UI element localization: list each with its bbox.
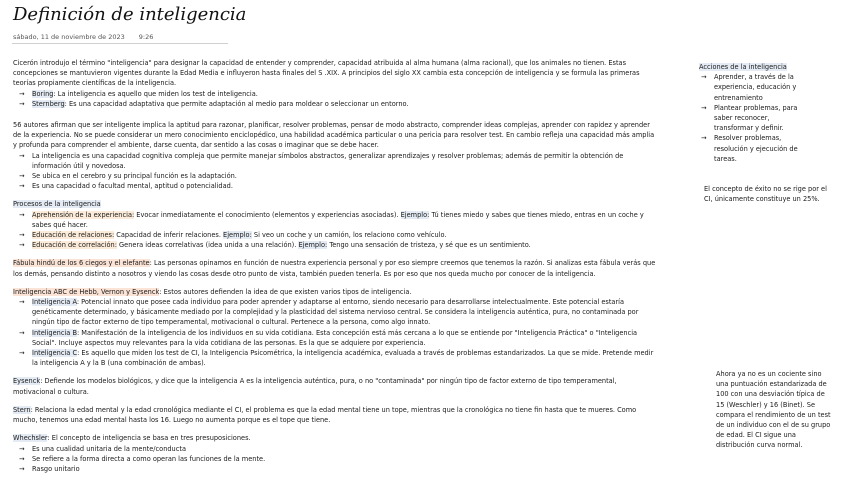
eysenck-paragraph (13, 376, 660, 396)
term-label: Fábula hindú de los 6 ciegos y el elefante (13, 259, 150, 268)
term-text: Genera ideas correlativas (idea unida a una relación). (116, 241, 299, 250)
arrow-icon: → (19, 298, 25, 307)
list-item-text: Aprender, a través de la experiencia, educación y entrenamiento (714, 73, 797, 102)
arrow-icon: → (19, 464, 25, 473)
arrow-icon: → (19, 231, 25, 240)
arrow-icon: → (19, 444, 25, 453)
page-meta (13, 33, 153, 41)
list-item (13, 348, 660, 368)
example-label: Ejemplo: (223, 231, 252, 240)
intro-paragraph: Cicerón introdujo el término "inteligencia" para designar la capacidad de entender y comprender, capacidad atribuida al alma humana (alma racional), que los animales no tienen. Estas concepciones se mantuvieron vigentes durante la Edad Media e influyeron hasta finales del S .XIX. A principios del siglo XX cambia esta concepción de inteligencia y se formula las primeras teorías propiamente científicas de la inteligencia. (13, 59, 640, 88)
example-label: Ejemplo: (298, 241, 328, 250)
arrow-icon: → (19, 89, 25, 98)
term-text: : Relaciona la edad mental y la edad cronológica mediante el CI, el problema es que la edad mental tiene un tope, mientras que la cronológica no tiene fin hasta que te mueres. Como mucho, tenemos una edad mental hasta los 16. Luego no aumenta porque es el tope que tiene. (13, 405, 637, 425)
term-label: Inteligencia ABC de Hebb, Vernon y Eysenck (13, 287, 160, 296)
arrow-icon: → (19, 349, 25, 358)
list-item (13, 454, 660, 464)
list-item (13, 297, 660, 328)
list-item (13, 230, 660, 240)
arrow-icon: → (19, 210, 25, 219)
arrow-icon: → (19, 99, 25, 108)
side-note-exito: El concepto de éxito no se rige por el CI, únicamente constituye un 25%. (704, 185, 827, 204)
term-text: : Es una capacidad adaptativa que permite adaptación al medio para moldear o seleccionar un entorno. (64, 99, 409, 108)
procesos-heading (13, 199, 660, 209)
title-divider (12, 43, 228, 44)
list-item-text: Resolver problemas, resolución y ejecución de tareas. (714, 134, 798, 163)
page-time: 9:26 (138, 33, 154, 41)
section-heading: Procesos de la inteligencia (13, 200, 101, 209)
term-text: : Defiende los modelos biológicos, y dice que la inteligencia A es la inteligencia auténtica, pura, o no "contaminada" por ningún tipo de factor externo de tipo temperamental, motivacional o cultura. (13, 377, 617, 396)
term-label: Sternberg (32, 99, 65, 108)
arrow-icon: → (19, 328, 25, 337)
term-text: : Potencial innato que posee cada individuo para poder aprender y adaptarse al entorno, siendo necesario para desarrollarse intelectualmente. Este potencial estaría genéticamente determinado, y básicamente mediado por la complejidad y la plasticidad del sistema nervioso central. Se considera la inteligencia auténtica, pura, no contaminada por ningún tipo de factor externo de tipo temperamental, motivacional o cultural. Pertenece a la persona, como algo innato. (32, 298, 639, 327)
term-text: : Es aquello que miden los test de CI, la Inteligencia Psicométrica, la inteligencia académica, evaluada a través de problemas estandarizados. La que se mide. Pretende medir la inteligencia A y la B (una combinación de ambas). (32, 349, 654, 368)
example-text: Tú tienes miedo y sabes que tienes miedo, entras en un coche y sabes qué hacer. (32, 210, 644, 229)
list-item-text: Se ubica en el cerebro y su principal función es la adaptación. (32, 172, 237, 181)
list-item-text: Es una capacidad o facultad mental, aptitud o potencialidad. (32, 182, 233, 191)
arrow-icon: → (19, 182, 25, 191)
arrow-icon: → (19, 151, 25, 160)
term-label: Inteligencia A (32, 298, 77, 307)
list-item (699, 72, 809, 103)
list-item (13, 464, 660, 474)
side-note-acciones (699, 62, 809, 164)
list-item (13, 89, 660, 99)
term-text: : Manifestación de la inteligencia de los individuos en su vida cotidiana. Esta concepción está más cercana a lo que se entiende por "Inteligencia Práctica" o "Inteligencia Social". Incluye aspectos muy relevantes para la vida cotidiana de las personas. Es la que se adquiere por experiencia. (32, 328, 638, 347)
arrow-icon: → (19, 172, 25, 181)
fabula-paragraph (13, 258, 660, 278)
arrow-icon: → (701, 103, 707, 112)
list-item-text: Plantear problemas, para saber reconocer, transformar y definir. (714, 103, 798, 133)
list-item (13, 181, 660, 191)
term-label: Educación de correlación: (32, 241, 117, 250)
list-item-text: Es una cualidad unitaria de la mente/conducta (32, 444, 186, 453)
whechsler-heading (13, 433, 660, 443)
term-label: Whechsler (13, 434, 48, 443)
arrow-icon: → (19, 241, 25, 250)
term-label: Eysenck (13, 377, 41, 386)
term-text: Evocar inmediatamente el conocimiento (elementos y experiencias asociadas). (134, 210, 401, 219)
list-item (699, 103, 809, 134)
list-item (13, 99, 660, 109)
page-date: sábado, 11 de noviembre de 2023 (13, 33, 125, 41)
side-note-ci: Ahora ya no es un cociente sino una puntuación estandarizada de 100 con una desviación típica de 15 (Weschler) y 16 (Binet). Se compara el rendimiento de un test de un individuo con el de su grupo de edad. El CI sigue una distribución curva normal. (716, 370, 831, 450)
term-text: : Estos autores defienden la idea de que existen varios tipos de inteligencia. (159, 287, 412, 296)
list-item (13, 171, 660, 181)
section-heading: Acciones de la inteligencia (699, 63, 787, 71)
list-item-text: Rasgo unitario (32, 464, 80, 473)
term-text: : El concepto de inteligencia se basa en tres presuposiciones. (47, 434, 251, 443)
list-item (699, 133, 809, 164)
term-label: Boring (32, 89, 54, 98)
list-item (13, 444, 660, 454)
note-body (13, 58, 660, 474)
list-item (13, 240, 660, 250)
list-item-text: La inteligencia es una capacidad cognitiva compleja que permite manejar símbolos abstractos, generalizar aprendizajes y resolver problemas; además de permitir la obtención de información útil y novedosa. (32, 151, 624, 170)
term-label: Educación de relaciones: (32, 231, 115, 240)
list-item-text: Se refiere a la forma directa a como operan las funciones de la mente. (32, 454, 266, 463)
term-label: Aprehensión de la experiencia: (32, 210, 135, 219)
stern-paragraph (13, 405, 660, 425)
authors-paragraph: 56 autores afirman que ser inteligente implica la aptitud para razonar, planificar, resolver problemas, pensar de modo abstracto, comprender ideas complejas, aprender con rapidez y aprender de la experiencia. No se puede considerar un mero conocimiento enciclopédico, una habilidad académica particular o una pericia para resolver test. En cambio refleja una capacidad más amplia y profunda para comprender el ambiente, darse cuenta, dar sentido a las cosas o imaginar que se debe hacer. (13, 121, 655, 150)
term-text: Capacidad de inferir relaciones. (114, 231, 224, 240)
example-text: Tengo una sensación de tristeza, y sé que es un sentimiento. (327, 241, 531, 250)
term-text: : La inteligencia es aquello que miden los test de inteligencia. (53, 89, 258, 98)
list-item (13, 328, 660, 348)
term-label: Inteligencia C (32, 349, 78, 358)
list-item (13, 151, 660, 171)
arrow-icon: → (701, 134, 707, 143)
page-title: Definición de inteligencia (13, 4, 247, 25)
term-label: Inteligencia B (32, 328, 77, 337)
example-text: Si veo un coche y un camión, los relaciono como vehículo. (251, 231, 447, 240)
arrow-icon: → (19, 454, 25, 463)
abc-heading (13, 287, 660, 297)
arrow-icon: → (701, 73, 707, 82)
term-label: Stern (13, 405, 31, 414)
example-label: Ejemplo: (400, 210, 430, 219)
list-item (13, 210, 660, 230)
term-text: : Las personas opinamos en función de nuestra experiencia personal y por eso siempre creemos que tenemos la razón. Si analizas esta fábula verás que los demás, pensando distinto a nosotros y viendo las cosas desde otro punto de vista, también pueden tenerla. Es por eso que nos queda mucho por conocer de la inteligencia. (13, 259, 656, 278)
